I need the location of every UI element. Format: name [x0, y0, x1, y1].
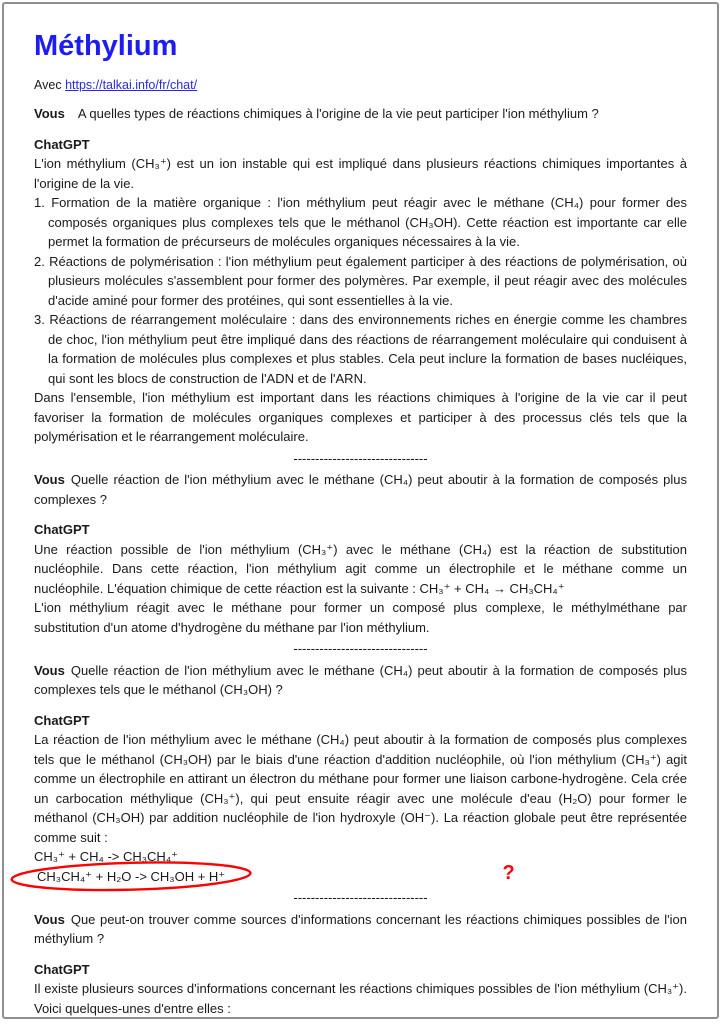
question-2-text: Quelle réaction de l'ion méthylium avec le méthane (CH₄) peut aboutir à la formation de composés plus complexes ? — [34, 472, 687, 507]
answer-3 — [34, 730, 687, 886]
equation-line-1: CH₃⁺ + CH₄ -> CH₃CH₄⁺ — [34, 849, 178, 864]
list-item-2: 2. Réactions de polymérisation : l'ion méthylium peut également participer à des réactions de polymérisation, où plusieurs molécules s'assemblent pour former des polymères. Par exemple, il peut réagir avec des molécules d'acide aminé pour former des protéines, qui sont essentielles à la vie. — [34, 253, 687, 308]
separator: ------------------------------- — [293, 641, 428, 656]
answer-paragraph: L'ion méthylium (CH₃⁺) est un ion instable qui est impliqué dans plusieurs réactions chimiques importantes à l'origine de la vie. — [34, 156, 687, 191]
answer-paragraph: Dans l'ensemble, l'ion méthylium est important dans les réactions chimiques à l'origine de la vie car il peut favoriser la formation de molécules organiques complexes et participer à des processus clés tels que la polymérisation et le réarrangement moléculaire. — [34, 390, 687, 444]
source-link[interactable]: https://talkai.info/fr/chat/ — [65, 78, 198, 92]
source-line — [34, 78, 687, 92]
separator: ------------------------------- — [293, 450, 428, 466]
answer-4 — [34, 979, 687, 1018]
speaker-label-user: Vous — [34, 472, 65, 487]
page-title: Méthylium — [34, 30, 178, 62]
document-page — [2, 2, 719, 1019]
answer-2 — [34, 540, 687, 638]
answer-paragraph: L'ion méthylium réagit avec le méthane pour former un composé plus complexe, le méthylméthane par substitution d'un atome d'hydrogène du méthane par l'ion méthylium. — [34, 600, 687, 635]
circled-equation — [34, 867, 228, 887]
question-2 — [34, 470, 687, 509]
speaker-label-user: Vous — [34, 911, 65, 927]
question-3-text: Quelle réaction de l'ion méthylium avec le méthane (CH₄) peut aboutir à la formation de composés plus complexes tels que le méthanol (CH₃OH) ? — [34, 662, 687, 697]
speaker-label-assistant: ChatGPT — [34, 136, 90, 152]
answer-1 — [34, 154, 687, 447]
speaker-label-user: Vous — [34, 106, 65, 121]
question-3 — [34, 661, 687, 700]
question-1-text: A quelles types de réactions chimiques à l'origine de la vie peut participer l'ion méthylium ? — [77, 106, 599, 121]
speaker-label-assistant: ChatGPT — [34, 712, 90, 728]
answer-paragraph: Une réaction possible de l'ion méthylium (CH₃⁺) avec le méthane (CH₄) est la réaction de substitution nucléophile. Dans cette réaction, l'ion méthylium agit comme un électrophile et le méthane comme un nucléophile. L'équation chimique de cette réaction est la suivante : CH₃⁺ + CH₄ → CH₃CH₄⁺ — [34, 541, 687, 596]
annotation-question-mark: ? — [502, 861, 515, 884]
equation-block — [34, 847, 687, 886]
answer-paragraph: La réaction de l'ion méthylium avec le méthane (CH₄) peut aboutir à la formation de composés plus complexes tels que le méthanol (CH₃OH) par le biais d'une réaction d'addition nucléophile, où l'ion méthylium (CH₃⁺) agit comme un électrophile en attirant un électron du méthane pour former une liaison carbone-hydrogène. Cela crée un carbocation méthylique (CH₃⁺), qui peut ensuite réagir avec une molécule d'eau (H₂O) pour former le méthanol (CH₃OH) par addition nucléophile de l'ion hydroxyle (OH⁻). La réaction globale peut être représentée comme suit : — [34, 732, 687, 845]
speaker-label-assistant: ChatGPT — [34, 522, 90, 537]
question-1 — [34, 104, 687, 124]
question-4 — [34, 910, 687, 949]
source-prefix: Avec — [34, 78, 62, 92]
answer-paragraph: Il existe plusieurs sources d'informations concernant les réactions chimiques possibles de l'ion méthylium (CH₃⁺). Voici quelques-unes d'entre elles : — [34, 981, 687, 1016]
separator: ------------------------------- — [293, 890, 428, 905]
equation-line-2: CH₃CH₄⁺ + H₂O -> CH₃OH + H⁺ — [37, 868, 226, 884]
speaker-label-user: Vous — [34, 662, 65, 678]
list-item-1: 1. Formation de la matière organique : l'ion méthylium peut réagir avec le méthane (CH₄) pour former des composés organiques plus complexes tels que le méthanol (CH₃OH). Cette réaction est importante car elle permet la formation de précurseurs de molécules organiques nécessaires à la vie. — [34, 195, 687, 249]
speaker-label-assistant: ChatGPT — [34, 961, 90, 977]
equation-line-2-row — [34, 861, 687, 887]
question-4-text: Que peut-on trouver comme sources d'informations concernant les réactions chimiques possibles de l'ion méthylium ? — [34, 911, 687, 946]
list-item-3: 3. Réactions de réarrangement moléculaire : dans des environnements riches en énergie comme les chambres de choc, l'ion méthylium peut être impliqué dans des réactions de réarrangement moléculaire qui conduisent à la formation de molécules plus complexes et plus stables. Cela peut inclure la formation de bases nucléiques, qui sont les blocs de construction de l'ADN et de l'ARN. — [34, 312, 687, 386]
